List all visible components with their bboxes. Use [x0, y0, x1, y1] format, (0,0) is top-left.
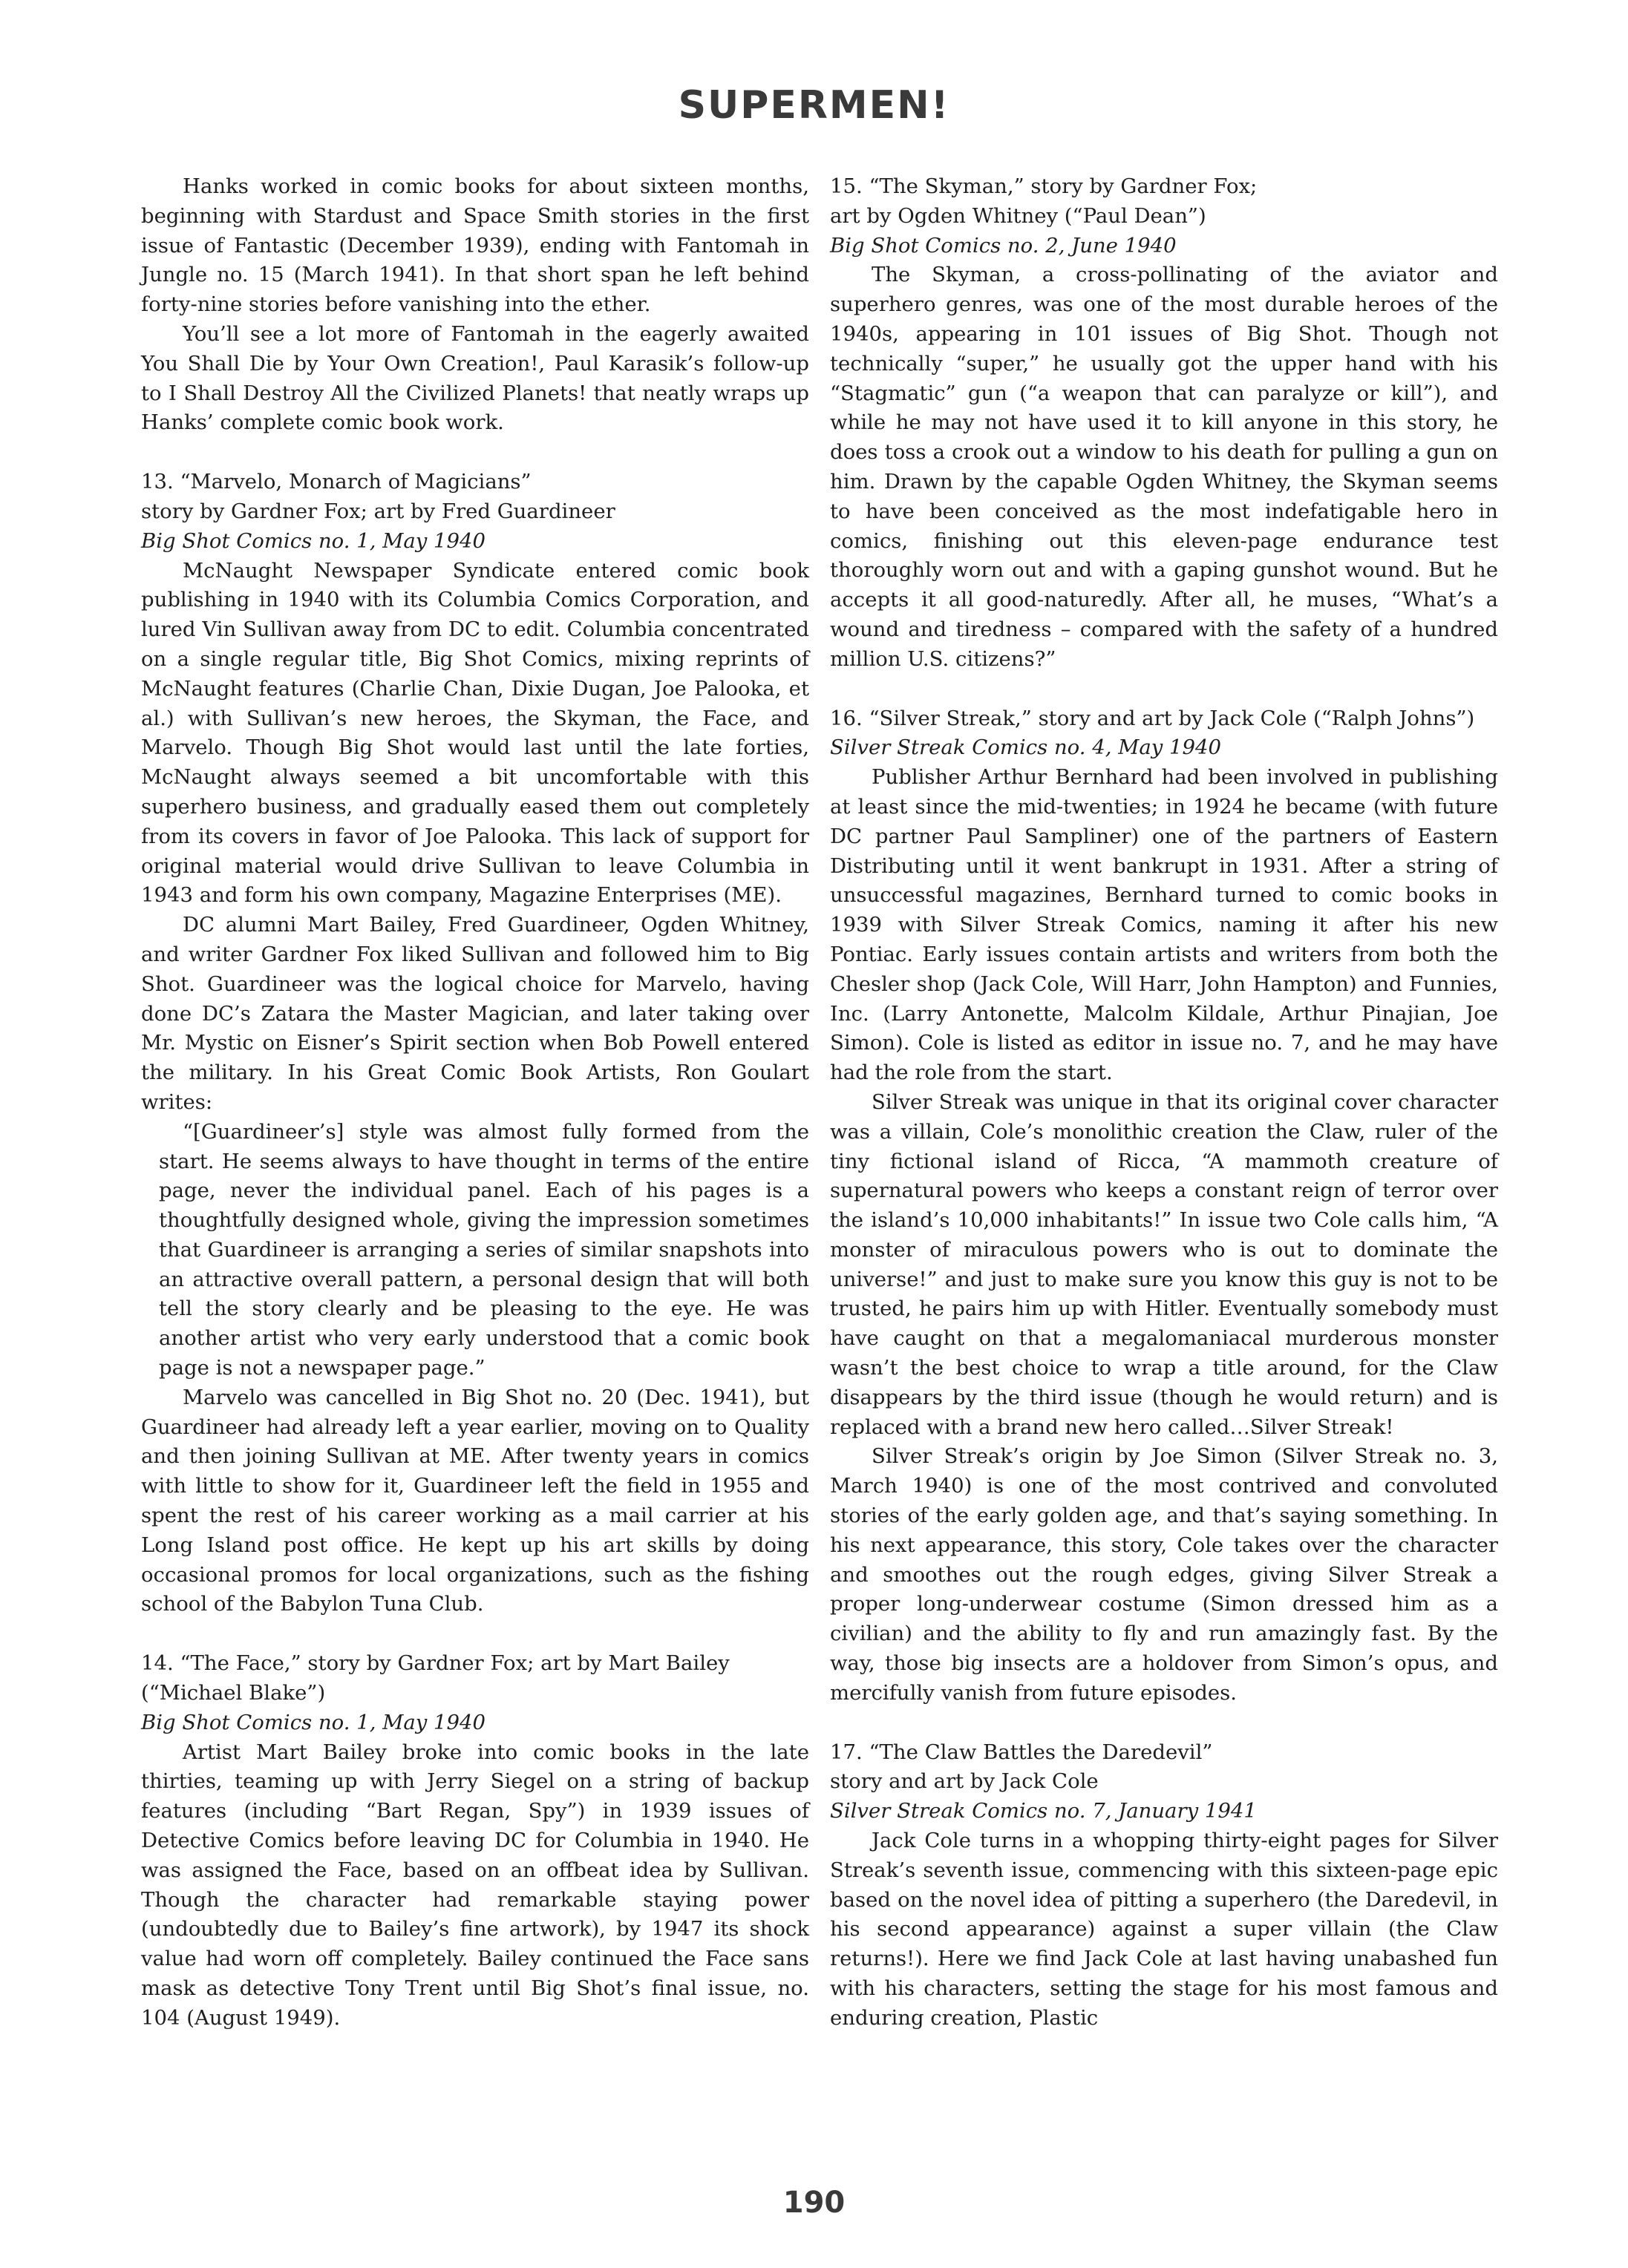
entry-source: Silver Streak Comics no. 7, January 1941	[830, 1799, 1257, 1823]
entry-title: 14. “The Face,” story by Gardner Fox; art by Mart Bailey (“Michael Blake”)	[141, 1651, 730, 1705]
entry-credits: art by Ogden Whitney (“Paul Dean”)	[830, 203, 1206, 228]
left-column	[141, 172, 809, 2033]
paragraph: Marvelo was cancelled in Big Shot no. 20 (Dec. 1941), but Guardineer had already left a year earlier, moving on to Quality and then joining Sullivan at ME. After twenty years in comics with little to show for it, Guardineer left the field in 1955 and spent the rest of his career working as a mail carrier at his Long Island post office. He kept up his art skills by doing occasional promos for local organizations, such as the fishing school of the Babylon Tuna Club.	[141, 1385, 809, 1616]
paragraph: Silver Streak was unique in that its original cover character was a villain, Cole’s monolithic creation the Claw, ruler of the tiny fictional island of Ricca, “A mammoth creature of supernatural powers who keeps a constant reign of terror over the island’s 10,000 inhabitants!” In issue two Cole calls him, “A monster of miraculous powers who is out to dominate the universe!” and just to make sure you know this guy is not to be trusted, he pairs him up with Hitler. Eventually somebody must have caught on that a megalomaniacal murderous monster wasn’t the best choice to wrap a title around, for the Claw disappears by the third issue (though he would return) and is replaced with a brand new hero called…Silver Streak!	[830, 1089, 1498, 1439]
paragraph: Artist Mart Bailey broke into comic books in the late thirties, teaming up with Jerry Siegel on a string of backup features (including “Bart Regan, Spy”) in 1939 issues of Detective Comics before leaving DC for Columbia in 1940. He was assigned the Face, based on an offbeat idea by Sullivan. Though the character had remarkable staying power (undoubtedly due to Bailey’s fine artwork), by 1947 its shock value had worn off completely. Bailey continued the Face sans mask as detective Tony Trent until Big Shot’s final issue, no. 104 (August 1949).	[141, 1740, 809, 2030]
block-quote: “[Guardineer’s] style was almost fully formed from the start. He seems always to have thought in terms of the entire page, never the individual panel. Each of his pages is a thoughtfully designed whole, giving the impression sometimes that Guardineer is arranging a series of similar snapshots into an attractive overall pattern, a personal design that will both tell the story clearly and be pleasing to the eye. He was another artist who very early understood that a comic book page is not a newspaper page.”	[159, 1119, 809, 1380]
entry-title: 17. “The Claw Battles the Daredevil”	[830, 1740, 1213, 1764]
paragraph: DC alumni Mart Bailey, Fred Guardineer, Ogden Whitney, and writer Gardner Fox liked Sullivan and followed him to Big Shot. Guardineer was the logical choice for Marvelo, having done DC’s Zatara the Master Magician, and later taking over Mr. Mystic on Eisner’s Spirit section when Bob Powell entered the military. In his Great Comic Book Artists, Ron Goulart writes:	[141, 913, 809, 1114]
entry-source: Big Shot Comics no. 1, May 1940	[141, 528, 486, 553]
paragraph: Jack Cole turns in a whopping thirty-eight pages for Silver Streak’s seventh issue, commencing with this sixteen-page epic based on the novel idea of pitting a superhero (the Daredevil, in his second appearance) against a super villain (the Claw returns!). Here we find Jack Cole at last having unabashed fun with his characters, setting the stage for his most famous and enduring creation, Plastic	[830, 1829, 1498, 2030]
entry-source: Silver Streak Comics no. 4, May 1940	[830, 735, 1222, 760]
entry-source: Big Shot Comics no. 1, May 1940	[141, 1710, 486, 1734]
entry-title: 15. “The Skyman,” story by Gardner Fox;	[830, 174, 1258, 198]
paragraph: Hanks worked in comic books for about sixteen months, beginning with Stardust and Space Smith stories in the first issue of Fantastic (December 1939), ending with Fantomah in Jungle no. 15 (March 1941). In that short span he left behind forty-nine stories before vanishing into the ether.	[141, 174, 809, 317]
right-column	[830, 172, 1498, 2033]
entry-source: Big Shot Comics no. 2, June 1940	[830, 233, 1177, 258]
paragraph: You’ll see a lot more of Fantomah in the eagerly awaited You Shall Die by Your Own Creation!, Paul Karasik’s follow-up to I Shall Destroy All the Civilized Planets! that neatly wraps up Hanks’ complete comic book work.	[141, 321, 809, 435]
paragraph: Silver Streak’s origin by Joe Simon (Silver Streak no. 3, March 1940) is one of the most contrived and convoluted stories of the early golden age, and that’s saying something. In his next appearance, this story, Cole takes over the character and smoothes out the rough edges, giving Silver Streak a proper long-underwear costume (Simon dressed him as a civilian) and the ability to fly and run amazingly fast. By the way, those big insects are a holdover from Simon’s opus, and mercifully vanish from future episodes.	[830, 1444, 1498, 1705]
page-number: 190	[782, 2186, 846, 2220]
entry-title: 16. “Silver Streak,” story and art by Jack Cole (“Ralph Johns”)	[830, 706, 1475, 730]
paragraph: The Skyman, a cross-pollinating of the aviator and superhero genres, was one of the most durable heroes of the 1940s, appearing in 101 issues of Big Shot. Though not technically “super,” he usually got the upper hand with his “Stagmatic” gun (“a weapon that can paralyze or kill”), and while he may not have used it to kill anyone in this story, he does toss a crook out a window to his death for pulling a gun on him. Drawn by the capable Ogden Whitney, the Skyman seems to have been conceived as the most indefatigable hero in comics, finishing out this eleven-page endurance test thoroughly worn out and with a gaping gunshot wound. But he accepts it all good-naturedly. After all, he muses, “What’s a wound and tiredness – compared with the safety of a hundred million U.S. citizens?”	[830, 263, 1498, 671]
entry-credits: story and art by Jack Cole	[830, 1769, 1099, 1794]
paragraph: Publisher Arthur Bernhard had been involved in publishing at least since the mid-twenties; in 1924 he became (with future DC partner Paul Sampliner) one of the partners of Eastern Distributing until it went bankrupt in 1931. After a string of unsuccessful magazines, Bernhard turned to comic books in 1939 with Silver Streak Comics, naming it after his new Pontiac. Early issues contain artists and writers from both the Chesler shop (Jack Cole, Will Harr, John Hampton) and Funnies, Inc. (Larry Antonette, Malcolm Kildale, Arthur Pinajian, Joe Simon). Cole is listed as editor in issue no. 7, and he may have had the role from the start.	[830, 765, 1498, 1085]
entry-credits: story by Gardner Fox; art by Fred Guardineer	[141, 499, 615, 523]
running-header: SUPERMEN!	[678, 83, 950, 128]
paragraph: McNaught Newspaper Syndicate entered comic book publishing in 1940 with its Columbia Comics Corporation, and lured Vin Sullivan away from DC to edit. Columbia concentrated on a single regular title, Big Shot Comics, mixing reprints of McNaught features (Charlie Chan, Dixie Dugan, Joe Palooka, et al.) with Sullivan’s new heroes, the Skyman, the Face, and Marvelo. Though Big Shot would last until the late forties, McNaught always seemed a bit uncomfortable with this superhero business, and gradually eased them out completely from its covers in favor of Joe Palooka. This lack of support for original material would drive Sullivan to leave Columbia in 1943 and form his own company, Magazine Enterprises (ME).	[141, 558, 809, 908]
entry-title: 13. “Marvelo, Monarch of Magicians”	[141, 470, 532, 494]
